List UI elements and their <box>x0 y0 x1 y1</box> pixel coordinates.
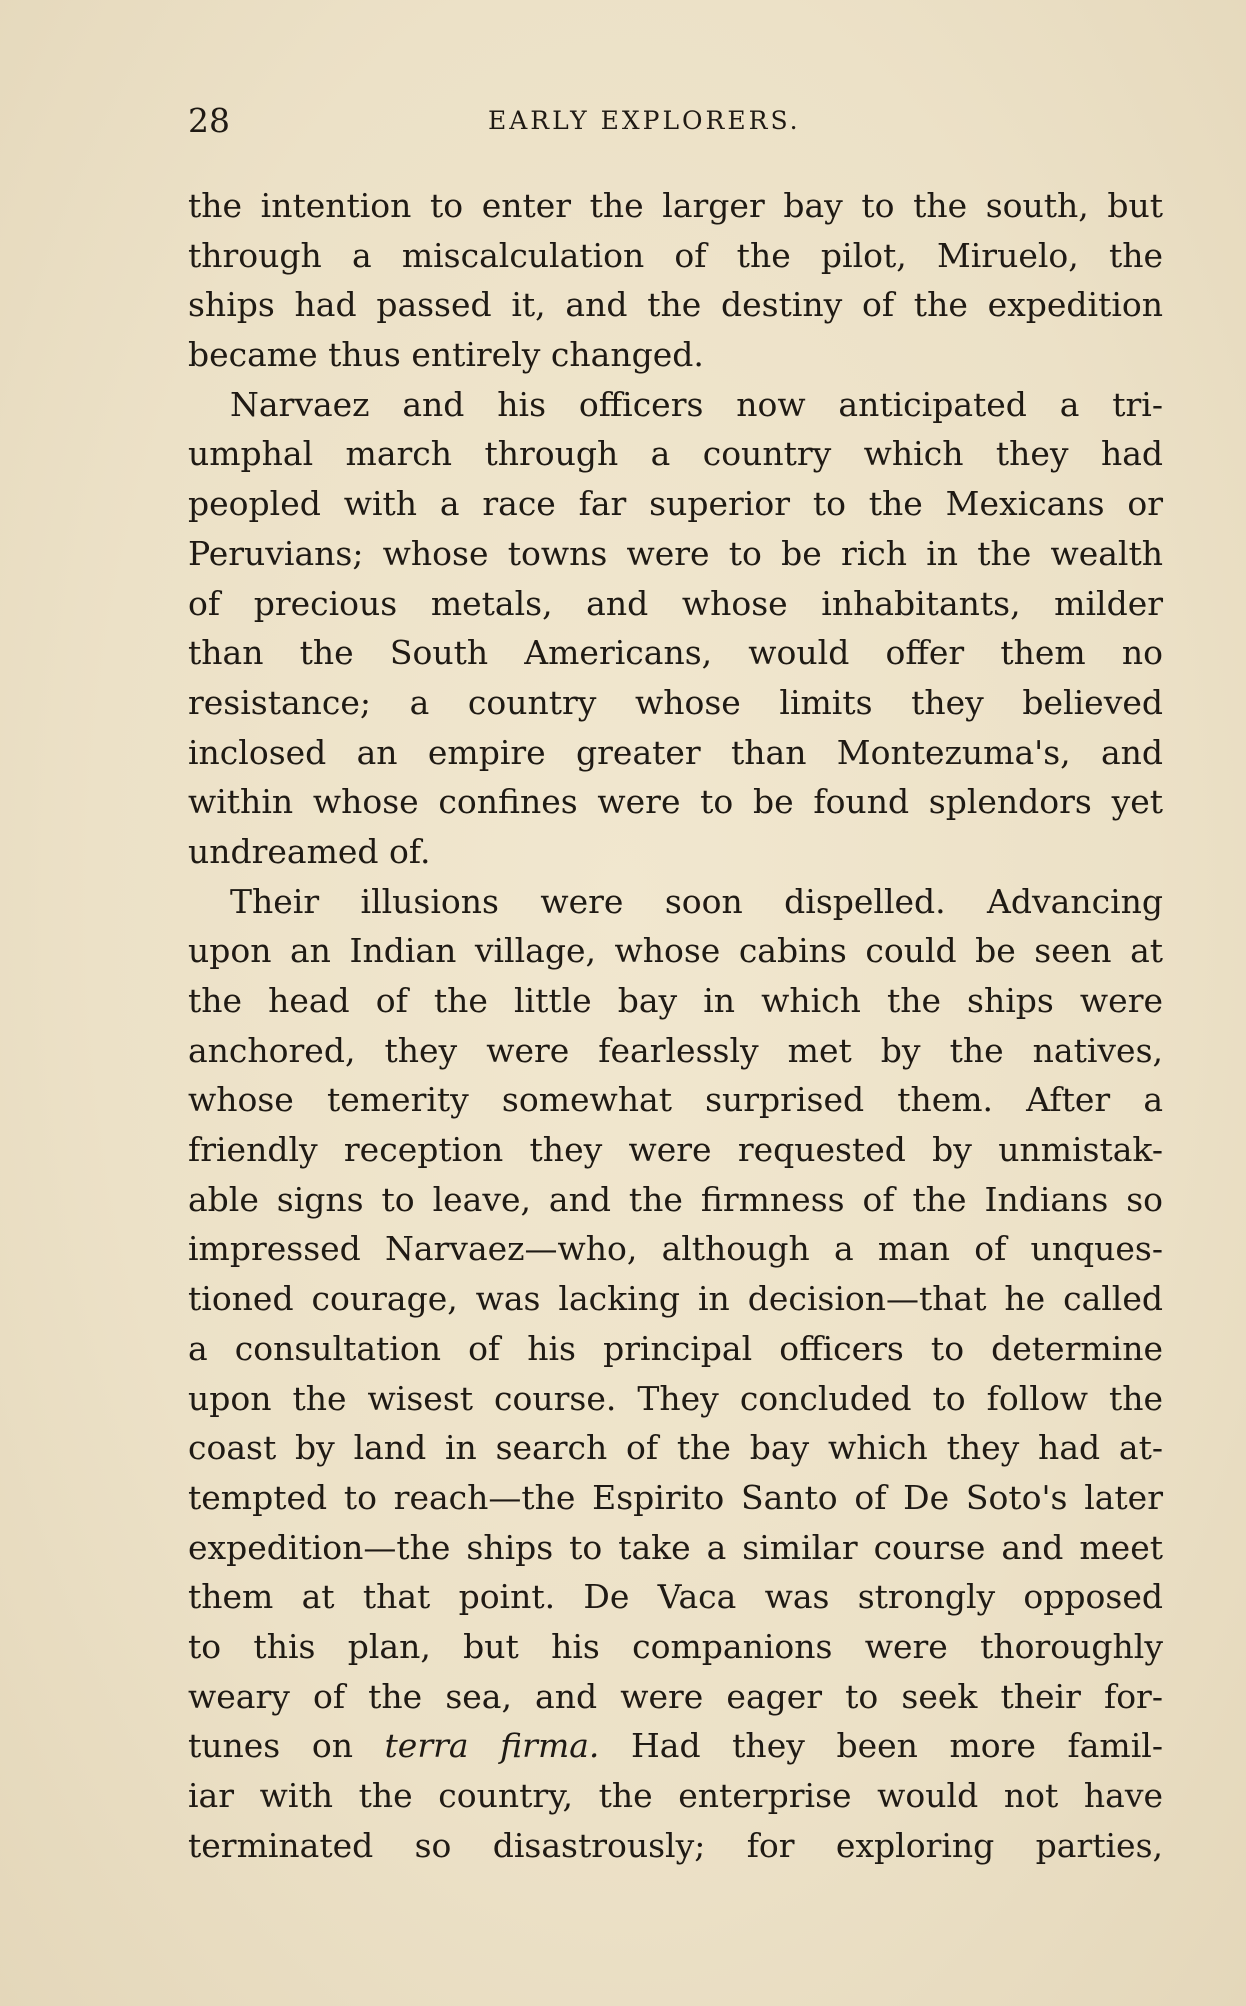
page-header <box>188 96 1163 146</box>
text-line: anchored, they were fearlessly met by the natives, <box>188 1030 1163 1070</box>
text-line: upon the wisest course. They concluded to follow the <box>188 1378 1163 1418</box>
text-line: coast by land in search of the bay which they had at- <box>188 1428 1163 1468</box>
text-line: friendly reception they were requested by unmistak- <box>188 1130 1163 1170</box>
text-line: undreamed of. <box>188 831 431 871</box>
text-line: than the South Americans, would offer them no <box>188 633 1163 673</box>
text-line: a consultation of his principal officers to determine <box>188 1328 1163 1368</box>
text-line: umphal march through a country which they had <box>188 434 1163 474</box>
text-line: able signs to leave, and the firmness of the Indians so <box>188 1179 1163 1219</box>
text-line: whose temerity somewhat surprised them. After a <box>188 1080 1163 1120</box>
text-line: terminated so disastrously; for exploring parties, <box>188 1825 1163 1865</box>
text-line: ships had passed it, and the destiny of the expedition <box>188 285 1163 325</box>
text-line: upon an Indian village, whose cabins could be seen at <box>188 931 1163 971</box>
text-line: peopled with a race far superior to the Mexicans or <box>188 484 1163 524</box>
text-line: weary of the sea, and were eager to seek their for- <box>188 1676 1163 1716</box>
text-line: through a miscalculation of the pilot, Miruelo, the <box>188 235 1163 275</box>
text-line: of precious metals, and whose inhabitants, milder <box>188 583 1163 623</box>
text-line: tioned courage, was lacking in decision—that he called <box>188 1279 1163 1319</box>
text-line: within whose confines were to be found splendors yet <box>188 782 1163 822</box>
text-line: Their illusions were soon dispelled. Advancing <box>230 881 1163 921</box>
text-line: them at that point. De Vaca was strongly opposed <box>188 1577 1163 1617</box>
text-line: expedition—the ships to take a similar course and meet <box>188 1527 1163 1567</box>
text-line: the head of the little bay in which the ships were <box>188 981 1163 1020</box>
text-line: inclosed an empire greater than Montezuma's, and <box>188 732 1163 772</box>
text-line: iar with the country, the enterprise would not have <box>188 1776 1163 1815</box>
text-segment: Had they been more famil- <box>599 1726 1163 1766</box>
running-head: EARLY EXPLORERS. <box>488 106 801 135</box>
text-line: became thus entirely changed. <box>188 335 704 375</box>
text-segment: tunes on <box>188 1726 385 1766</box>
body-text <box>188 181 1163 1870</box>
text-line: to this plan, but his companions were thoroughly <box>188 1626 1163 1666</box>
text-line: impressed Narvaez—who, although a man of unques- <box>188 1229 1163 1269</box>
text-line: the intention to enter the larger bay to the south, but <box>188 186 1163 225</box>
text-line <box>188 1721 1163 1771</box>
text-line: tempted to reach—the Espirito Santo of De Soto's later <box>188 1477 1163 1517</box>
text-line: resistance; a country whose limits they believed <box>188 682 1163 722</box>
text-line: Peruvians; whose towns were to be rich in the wealth <box>188 533 1163 573</box>
italic-phrase: terra firma. <box>384 1726 600 1766</box>
text-line: Narvaez and his officers now anticipated a tri- <box>230 384 1163 424</box>
page-number: 28 <box>188 101 230 140</box>
